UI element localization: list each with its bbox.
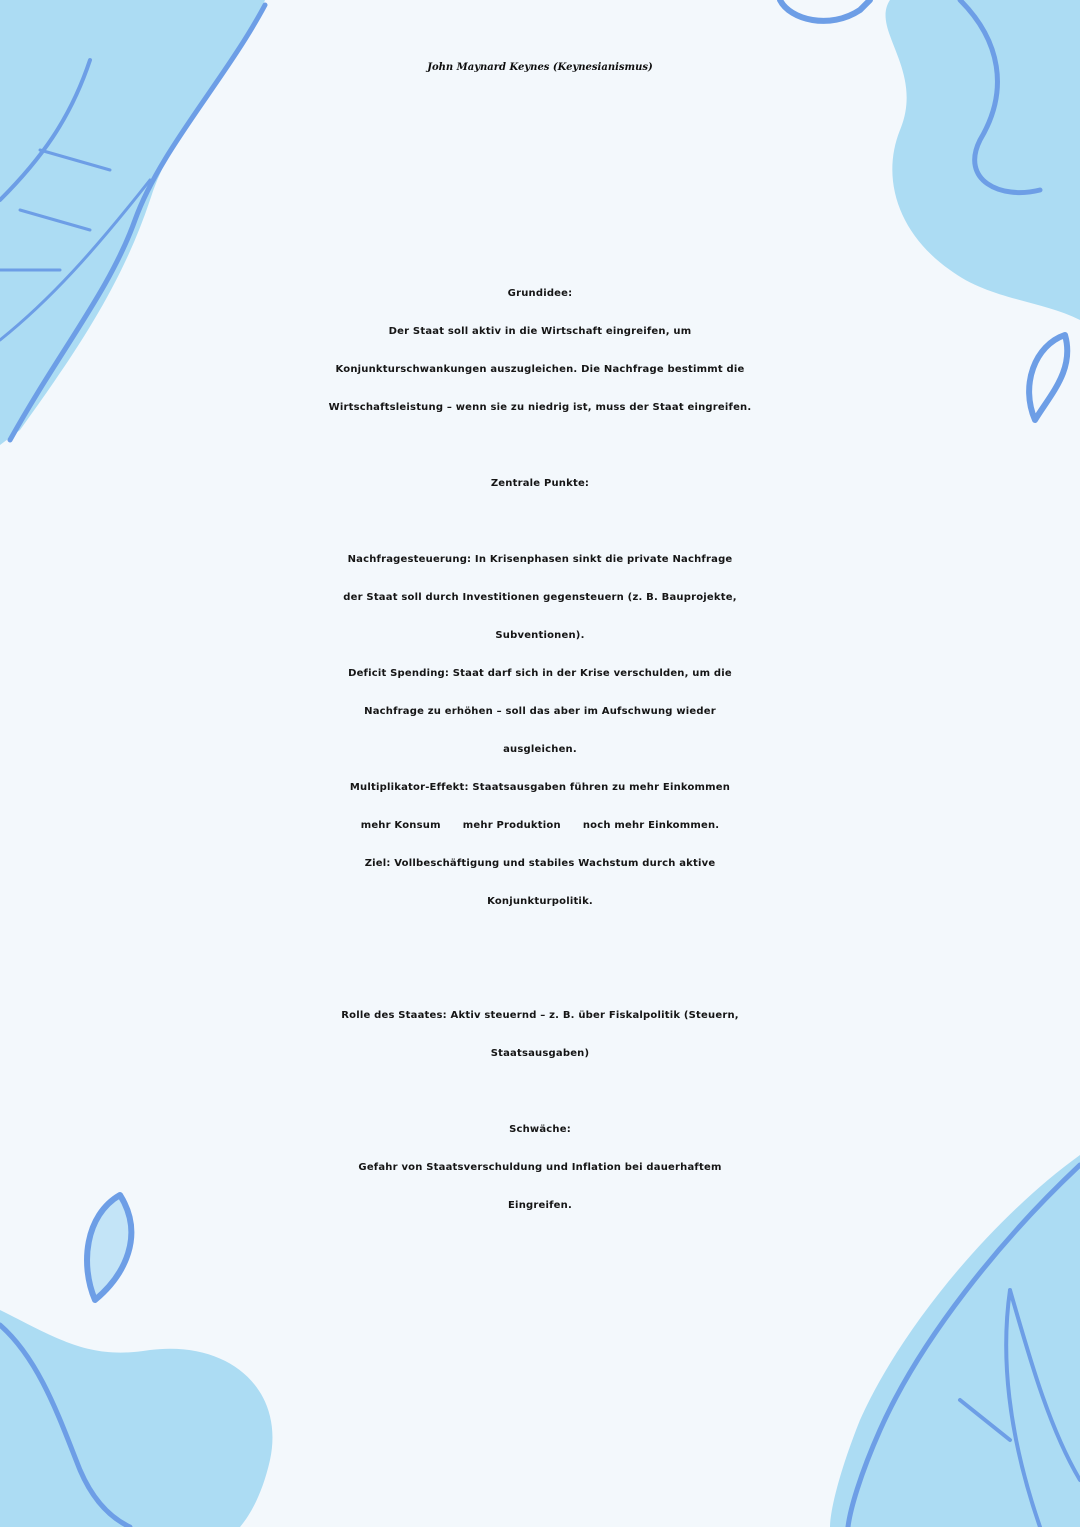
zentrale-punkte-line-1: Nachfragesteuerung: In Krisenphasen sinkt die private Nachfrage: [347, 554, 733, 565]
rolle-line-2: Staatsausgaben): [490, 1048, 590, 1059]
top-right-blob-shape: [886, 0, 1080, 320]
page-title: John Maynard Keynes (Keynesianismus): [427, 62, 653, 73]
top-ring-shape: [780, 0, 870, 21]
schwaeche-line-2: Eingreifen.: [508, 1200, 572, 1211]
grundidee-line-2: Konjunkturschwankungen auszugleichen. Die Nachfrage bestimmt die: [335, 364, 745, 375]
zentrale-punkte-line-9: Ziel: Vollbeschäftigung und stabiles Wachstum durch aktive: [364, 858, 716, 869]
schwaeche-heading: Schwäche:: [509, 1124, 571, 1135]
zentrale-punkte-heading: Zentrale Punkte:: [490, 478, 590, 489]
zentrale-punkte-line-8: mehr Konsum mehr Produktion noch mehr Einkommen.: [360, 820, 720, 831]
zentrale-punkte-line-2: der Staat soll durch Investitionen gegensteuern (z. B. Bauprojekte,: [343, 592, 737, 603]
grundidee-line-3: Wirtschaftsleistung – wenn sie zu niedrig ist, muss der Staat eingreifen.: [328, 402, 752, 413]
zentrale-punkte-line-7: Multiplikator-Effekt: Staatsausgaben führen zu mehr Einkommen: [349, 782, 731, 793]
rolle-line-1: Rolle des Staates: Aktiv steuernd – z. B. über Fiskalpolitik (Steuern,: [341, 1010, 739, 1021]
zentrale-punkte-line-3: Subventionen).: [495, 630, 585, 641]
schwaeche-line-1: Gefahr von Staatsverschuldung und Inflation bei dauerhaftem: [358, 1162, 722, 1173]
bottom-left-blob-shape: [0, 1310, 272, 1527]
zentrale-punkte-line-5: Nachfrage zu erhöhen – soll das aber im Aufschwung wieder: [364, 706, 716, 717]
zentrale-punkte-line-10: Konjunkturpolitik.: [487, 896, 593, 907]
grundidee-heading: Grundidee:: [507, 288, 573, 299]
zentrale-punkte-line-6: ausgleichen.: [503, 744, 577, 755]
zentrale-punkte-line-4: Deficit Spending: Staat darf sich in der Krise verschulden, um die: [348, 668, 732, 679]
grundidee-line-1: Der Staat soll aktiv in die Wirtschaft eingreifen, um: [388, 326, 692, 337]
